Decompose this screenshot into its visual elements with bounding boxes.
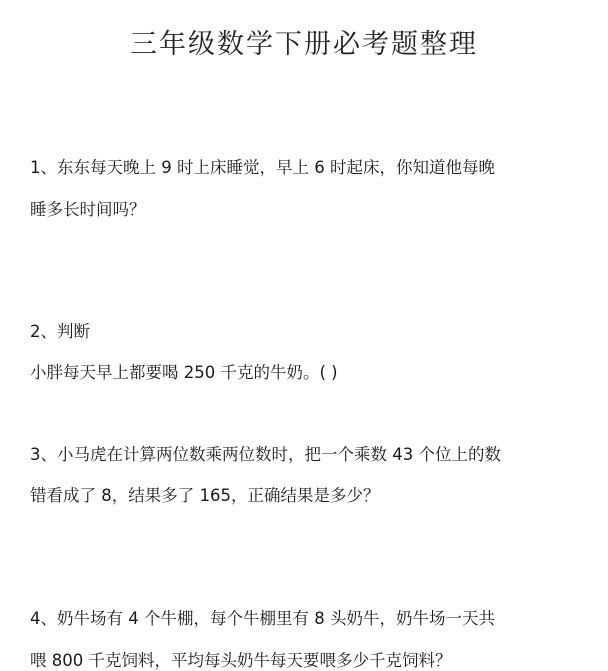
question-3-line-2: 错看成了 8，结果多了 165，正确结果是多少？: [30, 486, 380, 505]
question-2-statement: 小胖每天早上都要喝 250 千克的牛奶。( ): [30, 363, 338, 382]
question-1-line-1: 1、东东每天晚上 9 时上床睡觉，早上 6 时起床，你知道他每晚: [30, 158, 495, 177]
question-2-heading: 2、判断: [30, 322, 90, 341]
question-4-line-1: 4、奶牛场有 4 个牛棚，每个牛棚里有 8 头奶牛，奶牛场一天共: [30, 609, 495, 628]
question-1-line-2: 睡多长时间吗？: [30, 200, 146, 219]
question-3-line-1: 3、小马虎在计算两位数乘两位数时，把一个乘数 43 个位上的数: [30, 445, 501, 464]
page-title: 三年级数学下册必考题整理: [130, 29, 478, 60]
question-4-line-2: 喂 800 千克饲料，平均每头奶牛每天要喂多少千克饲料？: [30, 651, 452, 670]
